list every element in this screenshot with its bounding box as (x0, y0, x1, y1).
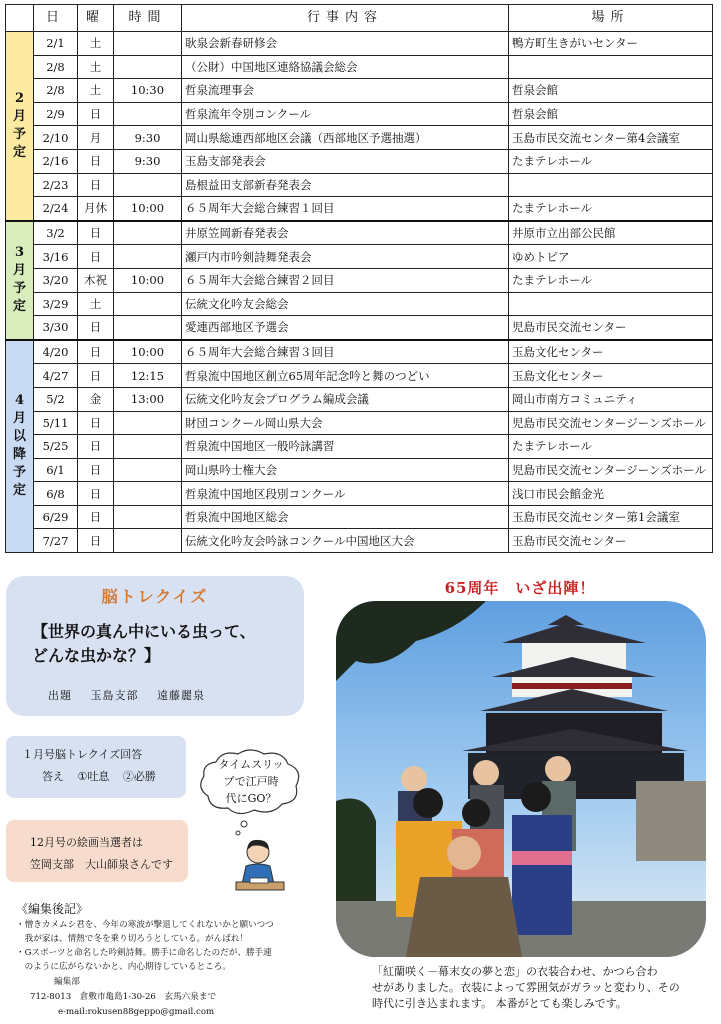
table-row (6, 102, 713, 126)
cell-event: 伝統文化吟友会吟詠コンクール中国地区大会 (182, 529, 509, 553)
header-event: 行事内容 (182, 5, 509, 32)
cell-weekday: 土 (78, 79, 114, 103)
caption-line: 時代に引き込まれます。 本番がとても楽しみです。 (372, 997, 627, 1010)
cell-place (509, 173, 713, 197)
header-month (6, 5, 34, 32)
cell-event: 島根益田支部新春発表会 (182, 173, 509, 197)
cell-place: たまテレホール (509, 197, 713, 221)
table-row (6, 316, 713, 340)
cell-date: 2/8 (34, 79, 78, 103)
month-label-text: 3月予定 (12, 245, 26, 315)
cell-date: 3/29 (34, 292, 78, 316)
table-row (6, 411, 713, 435)
cell-event: 哲泉流中国地区段別コンクール (182, 482, 509, 506)
castle-group-photo (336, 601, 706, 957)
cell-event: （公財）中国地区連絡協議会総会 (182, 55, 509, 79)
cell-weekday: 日 (78, 173, 114, 197)
cell-event: 岡山県吟士権大会 (182, 458, 509, 482)
cell-event: 哲泉流中国地区一般吟詠講習 (182, 435, 509, 459)
cell-weekday: 日 (78, 340, 114, 364)
cell-weekday: 土 (78, 32, 114, 56)
header-time: 時間 (114, 5, 182, 32)
table-row (6, 340, 713, 364)
cell-time: 10:00 (114, 197, 182, 221)
editor-email[interactable]: e-mail:rokusen88geppo@gmail.com (58, 1007, 215, 1017)
cell-weekday: 日 (78, 529, 114, 553)
cell-event: 玉島支部発表会 (182, 149, 509, 173)
table-row (6, 387, 713, 411)
answer-panel (6, 736, 186, 798)
cell-place: 浅口市民会館金光 (509, 482, 713, 506)
cell-date: 2/10 (34, 126, 78, 150)
cell-event: 哲泉流中国地区総会 (182, 505, 509, 529)
cell-time (114, 32, 182, 56)
bubble-line1: タイムスリッ (218, 758, 284, 771)
anniversary-title: 65周年 いざ出陣！ (444, 579, 596, 597)
cell-event: 哲泉流年令別コンクール (182, 102, 509, 126)
cell-time (114, 55, 182, 79)
cell-event: 伝統文化吟友会総会 (182, 292, 509, 316)
cell-date: 2/1 (34, 32, 78, 56)
photo-caption (372, 964, 712, 1012)
quiz-title: 脳トレクイズ (101, 587, 209, 606)
cell-weekday: 日 (78, 458, 114, 482)
quiz-author-label: 出題 (48, 689, 72, 702)
table-row (6, 435, 713, 459)
cell-date: 4/20 (34, 340, 78, 364)
quiz-question-line1: 【世界の真ん中にいる虫って、 (32, 622, 256, 641)
quiz-author (48, 687, 219, 703)
cell-time (114, 435, 182, 459)
table-row (6, 173, 713, 197)
cell-weekday: 土 (78, 292, 114, 316)
month-label (6, 221, 34, 340)
cell-event: 耿泉会新春研修会 (182, 32, 509, 56)
table-row (6, 221, 713, 245)
answer-values (42, 768, 166, 784)
cell-weekday: 日 (78, 102, 114, 126)
cell-weekday: 土 (78, 55, 114, 79)
cell-place: 玉島市民交流センター第4会議室 (509, 126, 713, 150)
month-label-text: 2月予定 (12, 90, 26, 160)
cell-time: 10:30 (114, 79, 182, 103)
cell-weekday: 木祝 (78, 268, 114, 292)
cell-place: 児島市民交流センタージーンズホール (509, 411, 713, 435)
cell-place: 玉島市民交流センター第1会議室 (509, 505, 713, 529)
cell-date: 2/8 (34, 55, 78, 79)
cell-time (114, 529, 182, 553)
boy-writing-icon (232, 838, 288, 896)
cell-place: たまテレホール (509, 435, 713, 459)
schedule-table (5, 4, 713, 553)
cell-date: 6/1 (34, 458, 78, 482)
cell-date: 2/23 (34, 173, 78, 197)
cell-time: 9:30 (114, 126, 182, 150)
cell-weekday: 月休 (78, 197, 114, 221)
cell-place: ゆめトピア (509, 245, 713, 269)
cell-date: 6/8 (34, 482, 78, 506)
table-row (6, 505, 713, 529)
postscript-line: のように広がらないかと、内心期待しているところ。 (16, 962, 231, 972)
cell-place: 哲泉会館 (509, 79, 713, 103)
cell-weekday: 日 (78, 364, 114, 388)
quiz-author-branch: 玉島支部 (90, 689, 139, 702)
bubble-text (214, 756, 288, 807)
cell-time (114, 482, 182, 506)
table-row (6, 529, 713, 553)
cell-time: 10:00 (114, 340, 182, 364)
cell-weekday: 日 (78, 316, 114, 340)
cell-place: たまテレホール (509, 149, 713, 173)
caption-line: せがありました。衣装によって雰囲気がガラッと変わり、その (372, 981, 680, 994)
cell-event: ６５周年大会総合練習２回目 (182, 268, 509, 292)
cell-time (114, 221, 182, 245)
table-row (6, 482, 713, 506)
cell-event: 哲泉流理事会 (182, 79, 509, 103)
cell-weekday: 日 (78, 505, 114, 529)
cell-date: 2/16 (34, 149, 78, 173)
winner-line2: 笠岡支部 大山師泉さんです (30, 858, 173, 871)
cell-date: 5/2 (34, 387, 78, 411)
table-row (6, 364, 713, 388)
bubble-line2: プで江戸時 (223, 775, 279, 788)
cell-date: 3/20 (34, 268, 78, 292)
quiz-question (32, 620, 296, 668)
postscript-line: ・憎きカメムシ君を、今年の寒波が撃退してくれないかと願いつつ (16, 920, 274, 930)
answer-heading: １月号脳トレクイズ回答 (22, 748, 143, 761)
cell-event: 伝統文化吟友会プログラム編成会議 (182, 387, 509, 411)
cell-date: 3/30 (34, 316, 78, 340)
header-date: 日 (34, 5, 78, 32)
cell-weekday: 金 (78, 387, 114, 411)
bubble-tail-icon (232, 820, 248, 840)
cell-date: 4/27 (34, 364, 78, 388)
cell-weekday: 日 (78, 482, 114, 506)
table-row (6, 292, 713, 316)
cell-date: 6/29 (34, 505, 78, 529)
cell-place: 玉島市民交流センター (509, 529, 713, 553)
answer-label: 答え (42, 770, 64, 783)
cell-time: 10:00 (114, 268, 182, 292)
cell-time (114, 102, 182, 126)
cell-date: 2/24 (34, 197, 78, 221)
cell-weekday: 日 (78, 245, 114, 269)
cell-event: 愛連西部地区予選会 (182, 316, 509, 340)
cell-place: 井原市立出部公民館 (509, 221, 713, 245)
table-row (6, 197, 713, 221)
header-weekday: 曜 (78, 5, 114, 32)
postscript-title: 《編集後記》 (16, 902, 89, 916)
cell-event: ６５周年大会総合練習１回目 (182, 197, 509, 221)
cell-event: 岡山県総連西部地区会議（西部地区予選抽選） (182, 126, 509, 150)
month-label (6, 32, 34, 221)
cell-event: 瀬戸内市吟剣詩舞発表会 (182, 245, 509, 269)
cell-time: 13:00 (114, 387, 182, 411)
postscript-line: 我が家は、情熱で冬を乗り切ろうとしている。がんばれ！ (16, 934, 249, 944)
editor-label: 編集部 (54, 977, 80, 987)
caption-line: 「紅蘭咲く－幕末女の夢と恋」の衣装合わせ、かつら合わ (372, 965, 658, 978)
quiz-question-line2: どんな虫かな？】 (32, 646, 161, 665)
cell-date: 2/9 (34, 102, 78, 126)
costumed-people-icon (396, 756, 576, 957)
cell-place (509, 292, 713, 316)
table-row (6, 458, 713, 482)
cell-weekday: 月 (78, 126, 114, 150)
cell-time (114, 292, 182, 316)
cell-place: 児島市民交流センタージーンズホール (509, 458, 713, 482)
cell-place: 玉島文化センター (509, 340, 713, 364)
table-row (6, 126, 713, 150)
cell-time (114, 316, 182, 340)
editor-address: 712-8013 倉敷市亀島1-30-26 玄馬六泉まで (30, 992, 217, 1002)
quiz-author-name: 遠藤麗泉 (157, 689, 205, 702)
cell-place: 岡山市南方コミュニティ (509, 387, 713, 411)
cell-date: 7/27 (34, 529, 78, 553)
cell-date: 3/2 (34, 221, 78, 245)
cell-date: 3/16 (34, 245, 78, 269)
cell-event: 哲泉流中国地区創立65周年記念吟と舞のつどい (182, 364, 509, 388)
cell-time (114, 458, 182, 482)
schedule-body (6, 32, 713, 553)
cell-time (114, 173, 182, 197)
month-label-text: 4月以降予定 (12, 393, 26, 499)
winner-panel (6, 820, 188, 882)
cell-place: 哲泉会館 (509, 102, 713, 126)
cell-time (114, 245, 182, 269)
cell-place: 玉島文化センター (509, 364, 713, 388)
cell-event: 財団コンクール岡山県大会 (182, 411, 509, 435)
cell-weekday: 日 (78, 221, 114, 245)
cell-event: 井原笠岡新春発表会 (182, 221, 509, 245)
cell-weekday: 日 (78, 435, 114, 459)
cell-date: 5/25 (34, 435, 78, 459)
postscript-line: ・Gスポーツと命名した吟剣詩舞。勝手に命名したのだが、勝手連 (16, 948, 272, 958)
header-place: 場所 (509, 5, 713, 32)
cell-place: たまテレホール (509, 268, 713, 292)
answer-1: ①吐息 (77, 770, 110, 783)
table-row (6, 55, 713, 79)
cell-time (114, 505, 182, 529)
cell-time: 9:30 (114, 149, 182, 173)
cell-weekday: 日 (78, 149, 114, 173)
cell-place: 鴨方町生きがいセンター (509, 32, 713, 56)
cell-time (114, 411, 182, 435)
month-label (6, 340, 34, 553)
table-row (6, 149, 713, 173)
answer-2: ②必勝 (122, 770, 156, 783)
winner-line1: 12月号の絵画当選者は (30, 836, 143, 849)
cell-event: ６５周年大会総合練習３回目 (182, 340, 509, 364)
cell-weekday: 日 (78, 411, 114, 435)
cell-date: 5/11 (34, 411, 78, 435)
bubble-line3: 代にGO？ (225, 792, 277, 805)
table-row (6, 32, 713, 56)
table-row (6, 245, 713, 269)
table-header-row (6, 5, 713, 32)
cell-time: 12:15 (114, 364, 182, 388)
table-row (6, 268, 713, 292)
cell-place (509, 55, 713, 79)
table-row (6, 79, 713, 103)
cell-place: 児島市民交流センター (509, 316, 713, 340)
